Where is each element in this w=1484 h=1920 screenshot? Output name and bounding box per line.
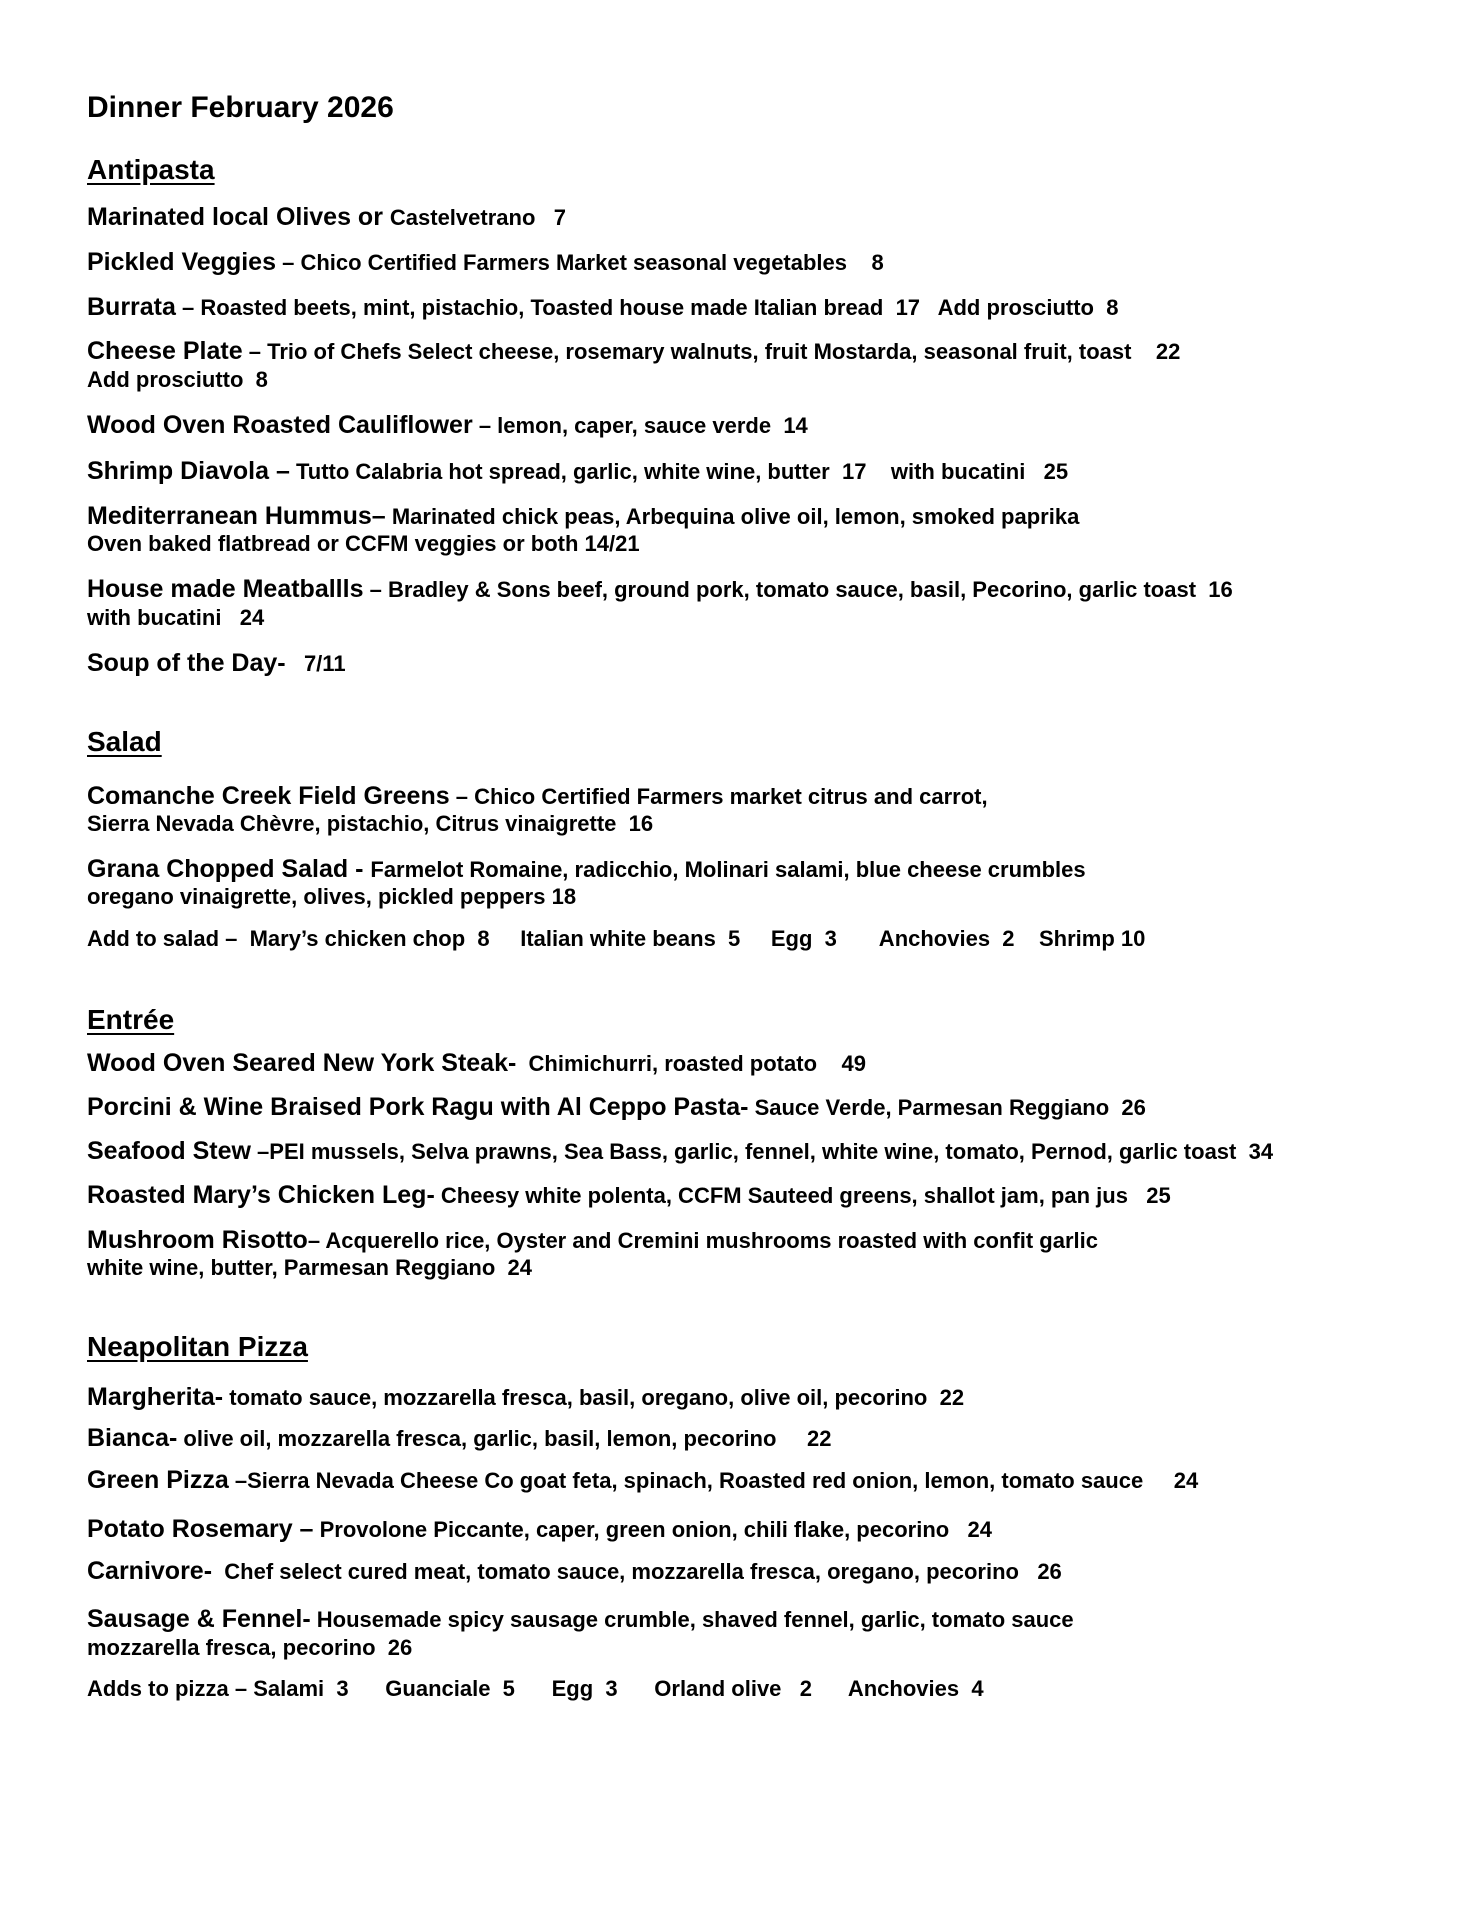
section-heading-salad: Salad (87, 726, 162, 757)
item-name: Comanche Creek Field Greens (87, 782, 450, 810)
menu-item (87, 577, 1233, 602)
item-description: – lemon, caper, sauce verde 14 (472, 413, 808, 438)
menu-item (87, 504, 1079, 529)
menu-item (87, 250, 884, 275)
item-name: Roasted Mary’s Chicken Leg- (87, 1181, 435, 1209)
item-description-continued: Oven baked flatbread or CCFM veggies or both 14/21 (87, 531, 640, 556)
salad-add-ons: Add to salad – Mary’s chicken chop 8 Italian white beans 5 Egg 3 Anchovies 2 Shrimp 10 (87, 926, 1146, 951)
item-name: Bianca- (87, 1424, 178, 1452)
menu-item (87, 1228, 1098, 1253)
item-name: Seafood Stew (87, 1137, 251, 1165)
item-description: – Chico Certified Farmers Market seasonal vegetables 8 (276, 250, 884, 275)
item-name: Mushroom Risotto (87, 1226, 308, 1254)
item-name: Wood Oven Seared New York Steak- (87, 1049, 517, 1077)
menu-item (87, 1607, 1074, 1632)
item-name: Burrata (87, 293, 176, 321)
item-description: – Acquerello rice, Oyster and Cremini mushrooms roasted with confit garlic (307, 1228, 1098, 1253)
menu-item (87, 1385, 964, 1410)
item-description: Chef select cured meat, tomato sauce, mozzarella fresca, oregano, pecorino 26 (212, 1559, 1062, 1584)
menu-item (87, 1559, 1062, 1584)
menu-item (87, 205, 566, 230)
menu-item (87, 1183, 1171, 1208)
item-description-continued: mozzarella fresca, pecorino 26 (87, 1635, 413, 1660)
item-description: Castelvetrano 7 (389, 205, 566, 230)
item-description: –Sierra Nevada Cheese Co goat feta, spinach, Roasted red onion, lemon, tomato sauce 24 (228, 1468, 1199, 1493)
pizza-add-ons: Adds to pizza – Salami 3 Guanciale 5 Egg 3 Orland olive 2 Anchovies 4 (87, 1676, 984, 1701)
item-description: Farmelot Romaine, radicchio, Molinari salami, blue cheese crumbles (370, 857, 1086, 882)
menu-item (87, 1095, 1146, 1120)
menu-item (87, 413, 808, 438)
item-description-continued: with bucatini 24 (87, 605, 265, 630)
item-name: Shrimp Diavola – (87, 457, 290, 485)
item-description: Sauce Verde, Parmesan Reggiano 26 (748, 1095, 1146, 1120)
menu-item (87, 1051, 866, 1076)
menu-item (87, 1426, 831, 1451)
item-description: – Roasted beets, mint, pistachio, Toasted house made Italian bread 17 Add prosciutto 8 (175, 295, 1119, 320)
item-description: Chimichurri, roasted potato 49 (516, 1051, 866, 1076)
item-name: Margherita- (87, 1383, 224, 1411)
item-description-continued: oregano vinaigrette, olives, pickled peppers 18 (87, 884, 577, 909)
item-description: – Bradley & Sons beef, ground pork, tomato sauce, basil, Pecorino, garlic toast 16 (363, 577, 1233, 602)
item-description: olive oil, mozzarella fresca, garlic, basil, lemon, pecorino 22 (177, 1426, 832, 1451)
item-name: Cheese Plate (87, 337, 243, 365)
section-heading-antipasta: Antipasta (87, 154, 215, 185)
item-description: – Chico Certified Farmers market citrus and carrot, (449, 784, 988, 809)
item-description: Housemade spicy sausage crumble, shaved fennel, garlic, tomato sauce (310, 1607, 1074, 1632)
menu-item (87, 857, 1086, 882)
item-name: Grana Chopped Salad - (87, 855, 371, 883)
item-description: Tutto Calabria hot spread, garlic, white wine, butter 17 with bucatini 25 (289, 459, 1069, 484)
item-description: 7/11 (285, 651, 346, 676)
page-title: Dinner February 2026 (87, 91, 394, 124)
menu-item (87, 459, 1068, 484)
item-description: – Trio of Chefs Select cheese, rosemary walnuts, fruit Mostarda, seasonal fruit, toast 22 (242, 339, 1181, 364)
item-description-continued: white wine, butter, Parmesan Reggiano 24 (87, 1255, 533, 1280)
item-name: Carnivore- (87, 1557, 213, 1585)
item-name: Potato Rosemary – (87, 1515, 314, 1543)
menu-item (87, 651, 346, 676)
menu-item (87, 784, 988, 809)
item-name: Green Pizza (87, 1466, 229, 1494)
item-name: Soup of the Day- (87, 649, 286, 677)
menu-item (87, 1517, 992, 1542)
section-heading-pizza: Neapolitan Pizza (87, 1331, 308, 1362)
item-name: Mediterranean Hummus– (87, 502, 386, 530)
menu-item (87, 1468, 1198, 1493)
item-name: Sausage & Fennel- (87, 1605, 311, 1633)
item-description: Cheesy white polenta, CCFM Sauteed greens, shallot jam, pan jus 25 (434, 1183, 1171, 1208)
item-name: Porcini & Wine Braised Pork Ragu with Al Ceppo Pasta- (87, 1093, 749, 1121)
menu-item (87, 295, 1118, 320)
item-description: Provolone Piccante, caper, green onion, chili flake, pecorino 24 (313, 1517, 993, 1542)
item-name: Pickled Veggies (87, 248, 276, 276)
item-name: House made Meatballls (87, 575, 364, 603)
item-description: tomato sauce, mozzarella fresca, basil, oregano, olive oil, pecorino 22 (223, 1385, 965, 1410)
section-heading-entree: Entrée (87, 1004, 175, 1035)
item-description-continued: Add prosciutto 8 (87, 367, 268, 392)
menu-item (87, 1139, 1273, 1164)
item-description: Marinated chick peas, Arbequina olive oil, lemon, smoked paprika (385, 504, 1080, 529)
item-name: Wood Oven Roasted Cauliflower (87, 411, 473, 439)
item-description: –PEI mussels, Selva prawns, Sea Bass, garlic, fennel, white wine, tomato, Pernod, garlic toast 34 (250, 1139, 1274, 1164)
item-name: Marinated local Olives or (87, 203, 390, 231)
item-description-continued: Sierra Nevada Chèvre, pistachio, Citrus vinaigrette 16 (87, 811, 654, 836)
menu-item (87, 339, 1180, 364)
